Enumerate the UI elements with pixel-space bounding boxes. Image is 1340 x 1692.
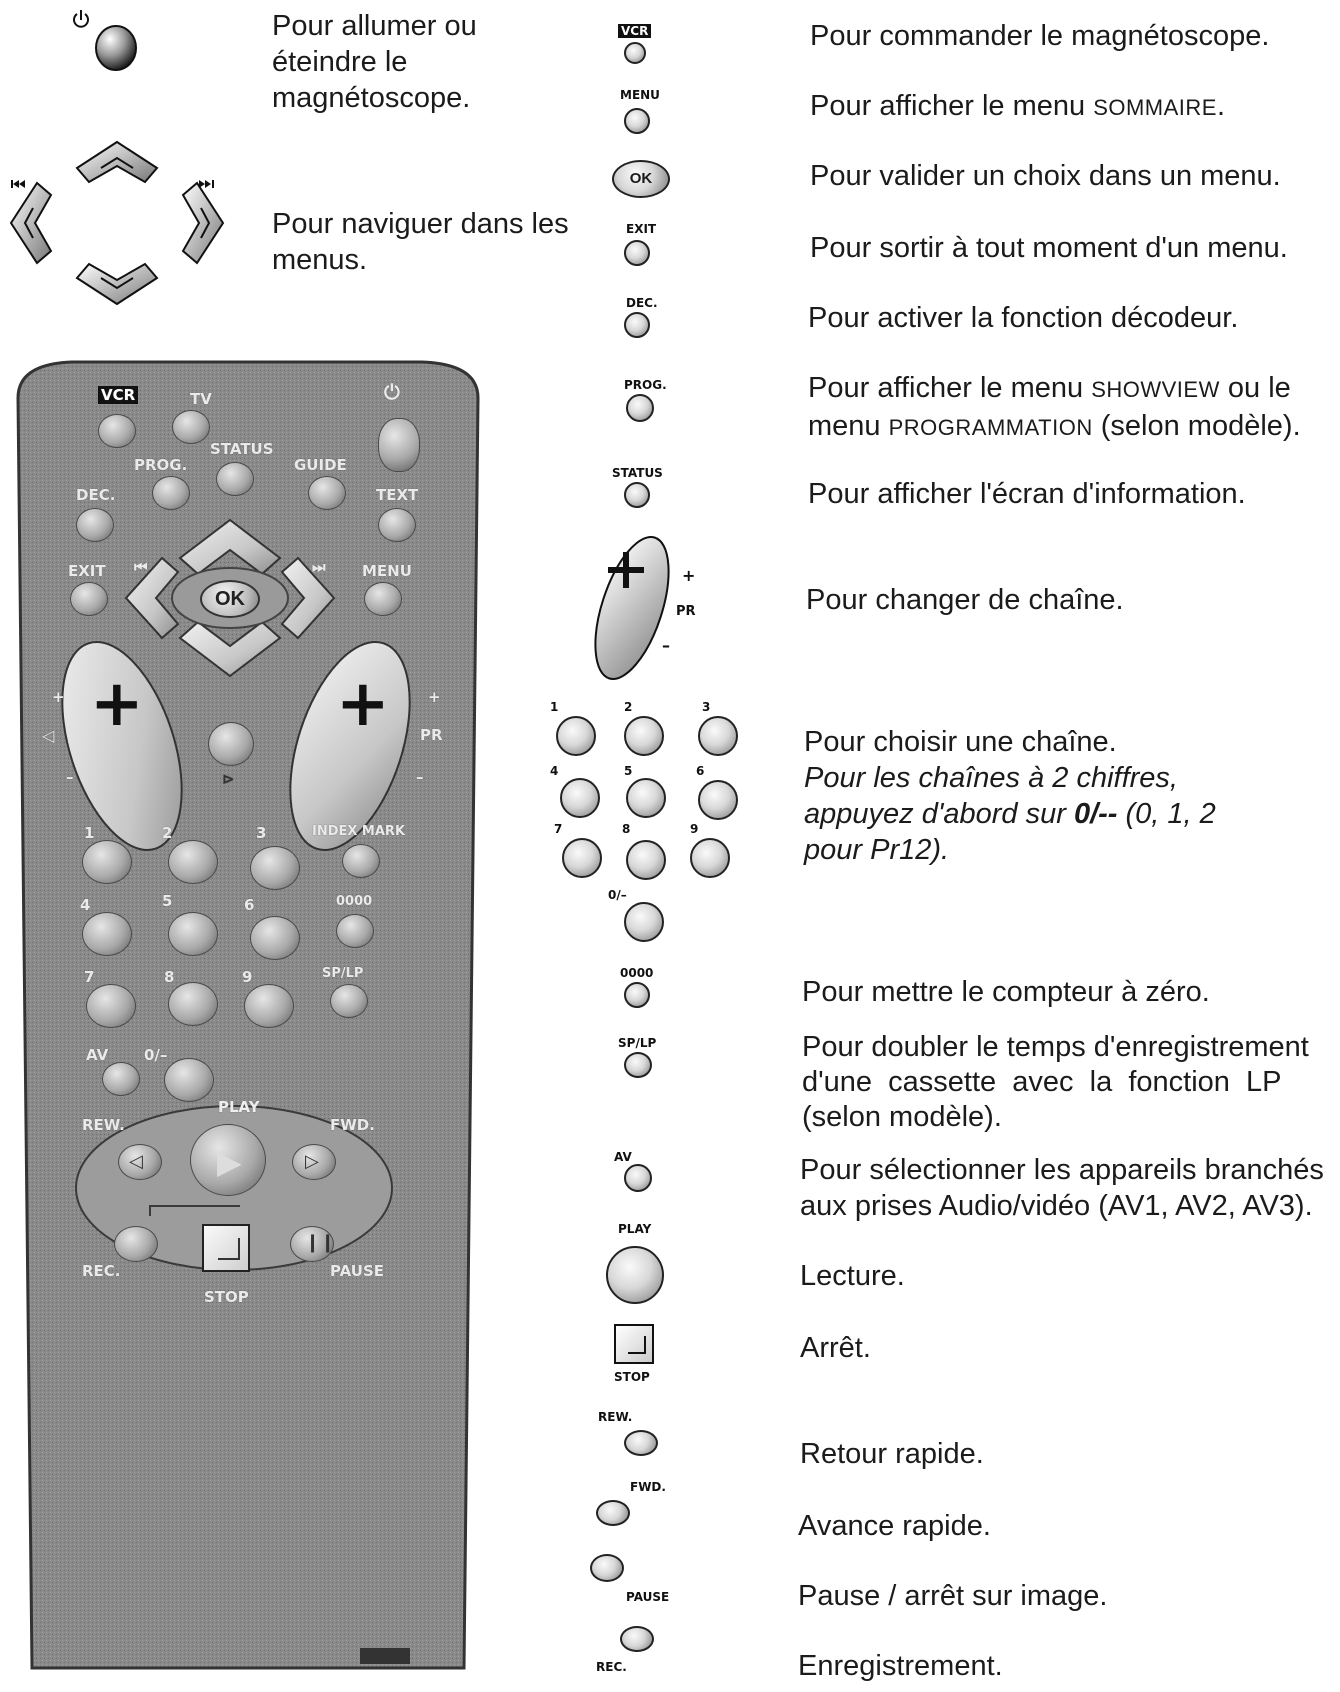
remote-tv-button[interactable] <box>172 410 210 444</box>
remote-av-button[interactable] <box>102 1062 140 1096</box>
desc-status: Pour afficher l'écran d'information. <box>808 478 1246 510</box>
remote-num1-button[interactable] <box>82 840 132 884</box>
remote-pause-button[interactable] <box>290 1226 334 1262</box>
icon-splp-button <box>624 1052 652 1078</box>
play-icon: ▶ <box>217 1144 242 1180</box>
remote-status-button[interactable] <box>216 462 254 496</box>
desc-splp: Pour doubler le temps d'enregistrement d'une cassette avec la fonction LP (selon modèle). <box>802 1031 1309 1133</box>
icon-rew-label: REW. <box>598 1410 633 1424</box>
remote-num0-label: 0/– <box>144 1046 168 1064</box>
icon-digit1-label: 1 <box>550 700 559 714</box>
desc-fwd: Avance rapide. <box>798 1510 991 1542</box>
icon-dec-button <box>624 312 650 338</box>
icon-digit6-label: 6 <box>696 764 705 778</box>
icon-digit8-button <box>626 840 666 880</box>
remote-num8-button[interactable] <box>168 982 218 1026</box>
remote-num9-button[interactable] <box>244 984 294 1028</box>
remote-down-button[interactable] <box>192 624 268 674</box>
icon-pause-button <box>590 1554 624 1582</box>
icon-digit1-button <box>556 716 596 756</box>
remote-exit-label: EXIT <box>68 562 106 580</box>
remote-num7-button[interactable] <box>86 984 136 1028</box>
icon-fwd-label: FWD. <box>630 1480 666 1494</box>
remote-num2-label: 2 <box>162 824 173 842</box>
remote-prog-button[interactable] <box>152 476 190 510</box>
icon-exit-label: EXIT <box>626 222 657 236</box>
icon-digit7-button <box>562 838 602 878</box>
remote-zero-label: 0000 <box>336 894 373 909</box>
remote-rew-button[interactable] <box>118 1144 162 1180</box>
remote-vol-minus-label: – <box>66 768 74 786</box>
remote-right-button[interactable] <box>284 562 334 634</box>
remote-pause-label: PAUSE <box>330 1262 384 1280</box>
icon-pr-plus-label: + <box>682 566 696 585</box>
icon-ok-label: OK <box>629 170 653 187</box>
remote-pr-rocker[interactable]: + <box>336 667 390 741</box>
remote-play-label: PLAY <box>218 1098 260 1116</box>
remote-vol-plus-label: + <box>52 688 65 706</box>
desc-pause: Pause / arrêt sur image. <box>798 1580 1108 1612</box>
remote-num7-label: 7 <box>84 968 95 986</box>
remote-play-button[interactable] <box>190 1124 266 1196</box>
icon-digit6-button <box>698 780 738 820</box>
icon-av-label: AV <box>614 1150 632 1164</box>
remote-dec-button[interactable] <box>76 508 114 542</box>
icon-digit2-label: 2 <box>624 700 633 714</box>
remote-stop-button[interactable] <box>202 1224 250 1272</box>
remote-up-button[interactable] <box>192 522 268 572</box>
icon-counter-button <box>624 982 650 1008</box>
desc-menu: Pour afficher le menu SOMMAIRE. <box>810 90 1226 122</box>
icon-rec-button <box>620 1626 654 1652</box>
remote-volume-rocker[interactable]: + <box>90 667 144 741</box>
remote-num2-button[interactable] <box>168 840 218 884</box>
remote-num8-label: 8 <box>164 968 175 986</box>
icon-digit5-button <box>626 778 666 818</box>
remote-vcr-label: VCR <box>98 386 138 404</box>
icon-menu-label: MENU <box>620 88 660 102</box>
icon-play-label: PLAY <box>618 1222 652 1236</box>
icon-fwd-button <box>596 1500 630 1526</box>
icon-ok-button <box>612 160 670 198</box>
icon-pr-label: PR <box>676 604 696 619</box>
icon-digit0-button <box>624 902 664 942</box>
icon-status-label: STATUS <box>612 466 663 480</box>
remote-status-label: STATUS <box>210 440 274 458</box>
fwd-icon: ▷ <box>305 1151 319 1171</box>
remote-ok-label: OK <box>215 588 245 610</box>
icon-av-button <box>624 1164 652 1192</box>
icon-rew-button <box>624 1430 658 1456</box>
desc-rew: Retour rapide. <box>800 1438 984 1470</box>
remote-prog-label: PROG. <box>134 456 188 474</box>
icon-digit0-label: 0/– <box>608 888 627 902</box>
nav-arrows-icon <box>5 138 230 308</box>
remote-index-button[interactable] <box>342 844 380 878</box>
icon-digit9-button <box>690 838 730 878</box>
remote-fwd-button[interactable] <box>292 1144 336 1180</box>
remote-guide-button[interactable] <box>308 476 346 510</box>
remote-rec-label: REC. <box>82 1262 121 1280</box>
icon-prog-label: PROG. <box>624 378 667 392</box>
icon-counter-label: 0000 <box>620 966 654 980</box>
remote-menu-button[interactable] <box>364 582 402 616</box>
icon-play-button <box>606 1246 664 1304</box>
remote-mute-button[interactable] <box>208 722 254 766</box>
remote-pr-label: PR <box>420 726 443 744</box>
remote-num4-button[interactable] <box>82 912 132 956</box>
remote-text-label: TEXT <box>376 486 419 504</box>
icon-digit9-label: 9 <box>690 822 699 836</box>
icon-stop-label: STOP <box>614 1370 650 1384</box>
remote-text-button[interactable] <box>378 508 416 542</box>
stop-square-icon <box>628 1336 646 1354</box>
remote-num5-label: 5 <box>162 892 173 910</box>
remote-ok-button[interactable] <box>200 580 260 618</box>
remote-guide-label: GUIDE <box>294 456 347 474</box>
icon-digit8-label: 8 <box>622 822 631 836</box>
remote-num1-label: 1 <box>84 824 95 842</box>
remote-index-label: INDEX MARK <box>312 824 406 839</box>
pause-icon: ❙❙ <box>305 1232 336 1252</box>
power-description: Pour allumer ou éteindre le magnétoscope. <box>272 10 477 114</box>
icon-digit7-label: 7 <box>554 822 563 836</box>
remote-dec-label: DEC. <box>76 486 116 504</box>
desc-pr: Pour changer de chaîne. <box>806 584 1124 616</box>
desc-stop: Arrêt. <box>800 1332 871 1364</box>
remote-prev-icon: ⏮ <box>134 558 148 576</box>
icon-digit3-label: 3 <box>702 700 711 714</box>
icon-vcr-button <box>624 42 646 64</box>
icon-prog-button <box>626 394 654 422</box>
remote-tv-label: TV <box>190 390 212 408</box>
remote-stop-label: STOP <box>204 1288 249 1306</box>
remote-left-button[interactable] <box>126 562 176 634</box>
remote-num3-label: 3 <box>256 824 267 842</box>
icon-vcr-label: VCR <box>618 24 651 38</box>
remote-exit-button[interactable] <box>70 582 108 616</box>
icon-digit3-button <box>698 716 738 756</box>
remote-menu-label: MENU <box>362 562 412 580</box>
icon-pr-minus-label: – <box>662 636 670 655</box>
desc-digits: Pour choisir une chaîne. Pour les chaînes à 2 chiffres, appuyez d'abord sur 0/-- (0, 1, 2 pour Pr12). <box>804 726 1216 866</box>
icon-pr-rocker <box>590 530 700 686</box>
remote-rew-label: REW. <box>82 1116 125 1134</box>
icon-menu-button <box>624 108 650 134</box>
remote-splp-button[interactable] <box>330 984 368 1018</box>
desc-exit: Pour sortir à tout moment d'un menu. <box>810 232 1288 264</box>
remote-vol-icon: ◁ <box>42 726 55 745</box>
desc-rec: Enregistrement. <box>798 1650 1003 1682</box>
remote-num6-label: 6 <box>244 896 255 914</box>
nav-description: Pour naviguer dans les menus. <box>272 208 569 276</box>
remote-mute-icon: ⊳ <box>222 770 235 788</box>
icon-status-button <box>624 482 650 508</box>
remote-vcr-button[interactable] <box>98 414 136 448</box>
remote-num4-label: 4 <box>80 896 91 914</box>
icon-exit-button <box>624 240 650 266</box>
desc-ok: Pour valider un choix dans un menu. <box>810 160 1281 192</box>
desc-counter: Pour mettre le compteur à zéro. <box>802 976 1210 1008</box>
desc-av: Pour sélectionner les appareils branchés aux prises Audio/vidéo (AV1, AV2, AV3). <box>800 1154 1324 1222</box>
icon-column <box>550 0 711 1692</box>
icon-digit2-button <box>624 716 664 756</box>
remote-pr-minus-label: – <box>416 768 424 786</box>
rew-icon: ◁ <box>129 1151 143 1171</box>
remote-av-label: AV <box>86 1046 109 1064</box>
remote-num3-button[interactable] <box>250 846 300 890</box>
remote-next-icon: ⏭ <box>312 558 326 576</box>
remote-counter-reset-button[interactable] <box>336 914 374 948</box>
remote-num9-label: 9 <box>242 968 253 986</box>
desc-prog: Pour afficher le menu SHOWVIEW ou le menu PROGRAMMATION (selon modèle). <box>808 372 1301 442</box>
desc-dec: Pour activer la fonction décodeur. <box>808 302 1239 334</box>
remote-num6-button[interactable] <box>250 916 300 960</box>
remote-num0-button[interactable] <box>164 1058 214 1102</box>
icon-digit5-label: 5 <box>624 764 633 778</box>
remote-fwd-label: FWD. <box>330 1116 375 1134</box>
desc-play: Lecture. <box>800 1260 905 1292</box>
icon-splp-label: SP/LP <box>618 1036 657 1050</box>
icon-pause-label: PAUSE <box>626 1590 670 1604</box>
power-icon <box>68 8 138 72</box>
icon-digit4-label: 4 <box>550 764 559 778</box>
icon-dec-label: DEC. <box>626 296 658 310</box>
remote-power-button[interactable] <box>378 418 420 472</box>
remote-power-label: ⏻ <box>384 380 400 404</box>
icon-stop-button <box>614 1324 654 1364</box>
icon-rec-label: REC. <box>596 1660 627 1674</box>
remote-num5-button[interactable] <box>168 912 218 956</box>
remote-pr-plus-label: + <box>428 688 441 706</box>
remote-control <box>12 358 485 1680</box>
icon-digit4-button <box>560 778 600 818</box>
remote-rec-button[interactable] <box>114 1226 158 1262</box>
desc-vcr: Pour commander le magnétoscope. <box>810 20 1270 52</box>
stop-icon <box>218 1238 240 1260</box>
remote-splp-label: SP/LP <box>322 966 364 981</box>
